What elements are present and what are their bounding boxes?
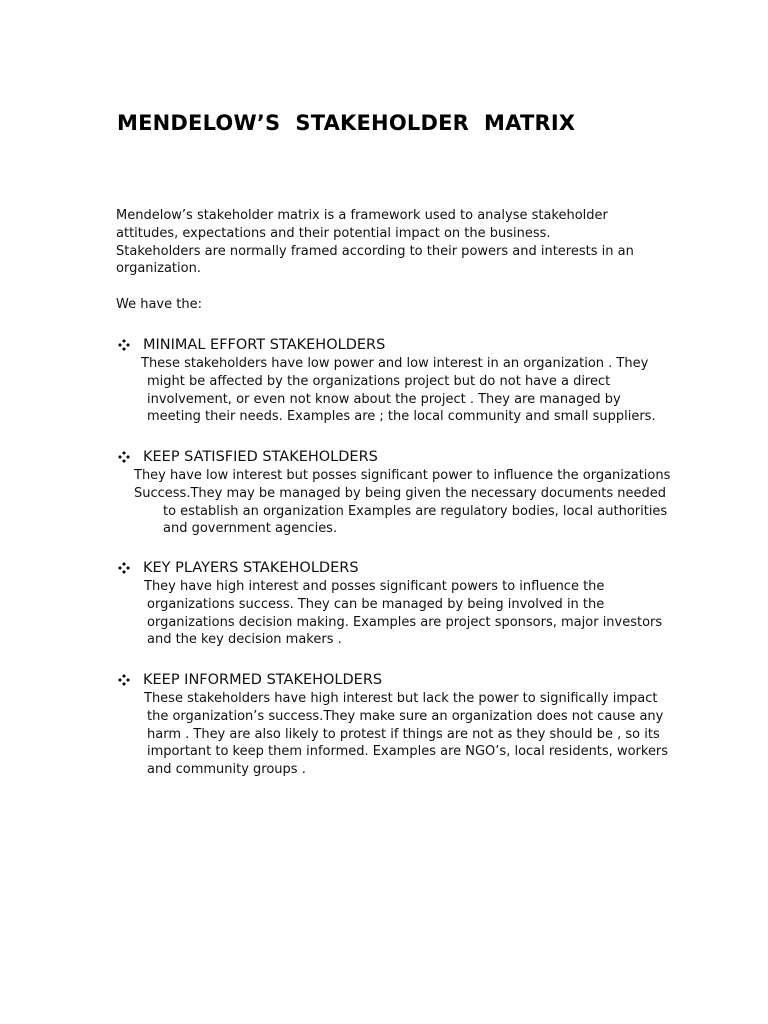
section-line: They have low interest but posses significant power to influence the organizations (134, 468, 671, 483)
section-heading (116, 447, 676, 467)
section-line: the organization’s success.They make sure an organization does not cause any (147, 708, 664, 724)
section-heading (116, 335, 676, 355)
page-title: MENDELOW’S STAKEHOLDER MATRIX (117, 111, 576, 135)
section-line: meeting their needs. Examples are ; the local community and small suppliers. (147, 409, 656, 425)
section-line: might be affected by the organizations project but do not have a direct (147, 373, 611, 389)
intro-paragraph (116, 207, 676, 314)
intro-line: Mendelow’s stakeholder matrix is a framework used to analyse stakeholder (116, 208, 608, 223)
section-line: harm . They are also likely to protest if things are not as they should be , so its (147, 726, 660, 742)
section-heading (116, 670, 676, 690)
intro-line: Stakeholders are normally framed according to their powers and interests in an (116, 243, 634, 259)
section-heading (116, 558, 676, 578)
section-line: organizations success. They can be managed by being involved in the (147, 596, 605, 612)
section-line: to establish an organization Examples are regulatory bodies, local authorities (163, 503, 668, 519)
section-title: KEY PLAYERS STAKEHOLDERS (143, 560, 359, 576)
section-line: and government agencies. (163, 521, 338, 537)
intro-line: attitudes, expectations and their potential impact on the business. (116, 225, 551, 241)
section-title: MINIMAL EFFORT STAKEHOLDERS (143, 337, 386, 353)
section-keep-informed (116, 670, 676, 779)
section-body (116, 690, 676, 779)
section-line: organizations decision making. Examples are project sponsors, major investors (147, 614, 663, 630)
four-diamond-bullet-icon (118, 339, 130, 351)
section-line: important to keep them informed. Examples are NGO’s, local residents, workers (147, 744, 669, 760)
section-line: involvement, or even not know about the project . They are managed by (147, 391, 621, 407)
section-line: Success.They may be managed by being given the necessary documents needed (134, 485, 667, 501)
four-diamond-bullet-icon (118, 562, 130, 574)
section-body (116, 355, 676, 426)
section-keep-satisfied (116, 447, 676, 538)
intro-line: organization. (116, 261, 201, 277)
section-title: KEEP INFORMED STAKEHOLDERS (143, 672, 383, 688)
section-body (116, 467, 676, 538)
section-title: KEEP SATISFIED STAKEHOLDERS (143, 449, 378, 465)
four-diamond-bullet-icon (118, 451, 130, 463)
section-line: They have high interest and posses significant powers to influence the (144, 579, 605, 594)
lead-in-text: We have the: (116, 297, 202, 313)
section-line: and the key decision makers . (147, 632, 342, 648)
section-line: and community groups . (147, 762, 306, 778)
section-key-players (116, 558, 676, 649)
section-minimal-effort (116, 335, 676, 426)
four-diamond-bullet-icon (118, 674, 130, 686)
section-line: These stakeholders have high interest but lack the power to significally impact (144, 691, 658, 706)
section-line: These stakeholders have low power and low interest in an organization . They (141, 356, 649, 371)
section-body (116, 578, 676, 649)
